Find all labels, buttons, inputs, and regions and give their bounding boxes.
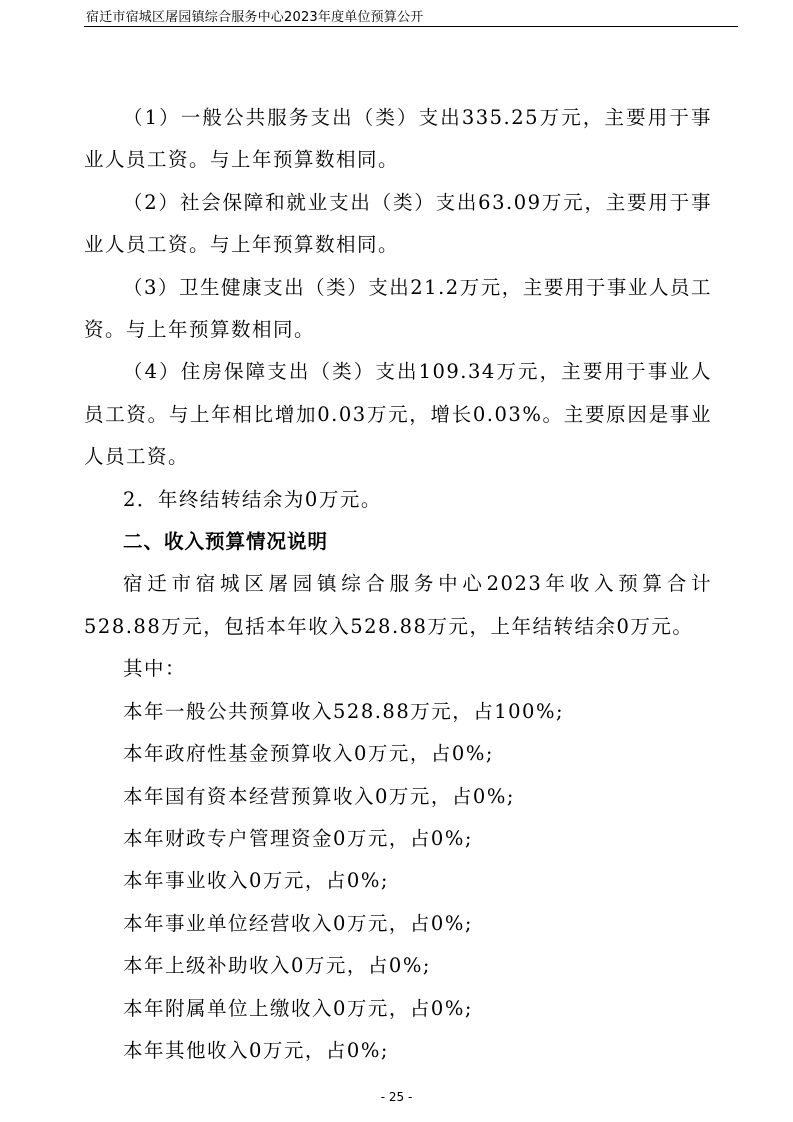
page-header: 宿迁市宿城区屠园镇综合服务中心2023年度单位预算公开	[86, 10, 424, 25]
income-item-affiliated-units: 本年附属单位上缴收入0万元，占0%;	[123, 996, 473, 1020]
paragraph-social-security: （2）社会保障和就业支出（类）支出63.09万元，主要用于事业人员工资。与上年预算数相同。	[84, 190, 712, 257]
section-heading-income-budget: 二、收入预算情况说明	[123, 530, 329, 554]
income-item-general-public-budget: 本年一般公共预算收入528.88万元，占100%;	[123, 699, 565, 723]
income-item-business-operating: 本年事业单位经营收入0万元，占0%;	[123, 911, 473, 935]
paragraph-health: （3）卫生健康支出（类）支出21.2万元，主要用于事业人员工资。与上年预算数相同。	[84, 275, 712, 342]
income-item-government-fund: 本年政府性基金预算收入0万元，占0%;	[123, 742, 494, 766]
paragraph-housing: （4）住房保障支出（类）支出109.34万元，主要用于事业人员工资。与上年相比增加0.03万元，增长0.03%。主要原因是事业人员工资。	[84, 360, 712, 469]
income-item-fiscal-special-account: 本年财政专户管理资金0万元，占0%;	[123, 826, 473, 850]
income-item-state-capital: 本年国有资本经营预算收入0万元，占0%;	[123, 784, 515, 808]
income-item-other: 本年其他收入0万元，占0%;	[123, 1038, 389, 1062]
paragraph-year-end-balance: 2．年终结转结余为0万元。	[123, 487, 382, 511]
page-number: - 25 -	[380, 1090, 413, 1104]
paragraph-among-which: 其中：	[123, 657, 187, 681]
paragraph-income-total: 宿迁市宿城区屠园镇综合服务中心2023年收入预算合计528.88万元，包括本年收入528.88万元，上年结转结余0万元。	[84, 572, 712, 638]
income-item-superior-subsidy: 本年上级补助收入0万元，占0%;	[123, 954, 431, 978]
paragraph-general-public-services: （1）一般公共服务支出（类）支出335.25万元，主要用于事业人员工资。与上年预算数相同。	[84, 106, 712, 172]
document-body	[84, 97, 712, 1072]
income-item-business-income: 本年事业收入0万元，占0%;	[123, 869, 389, 893]
header-divider	[84, 26, 738, 27]
